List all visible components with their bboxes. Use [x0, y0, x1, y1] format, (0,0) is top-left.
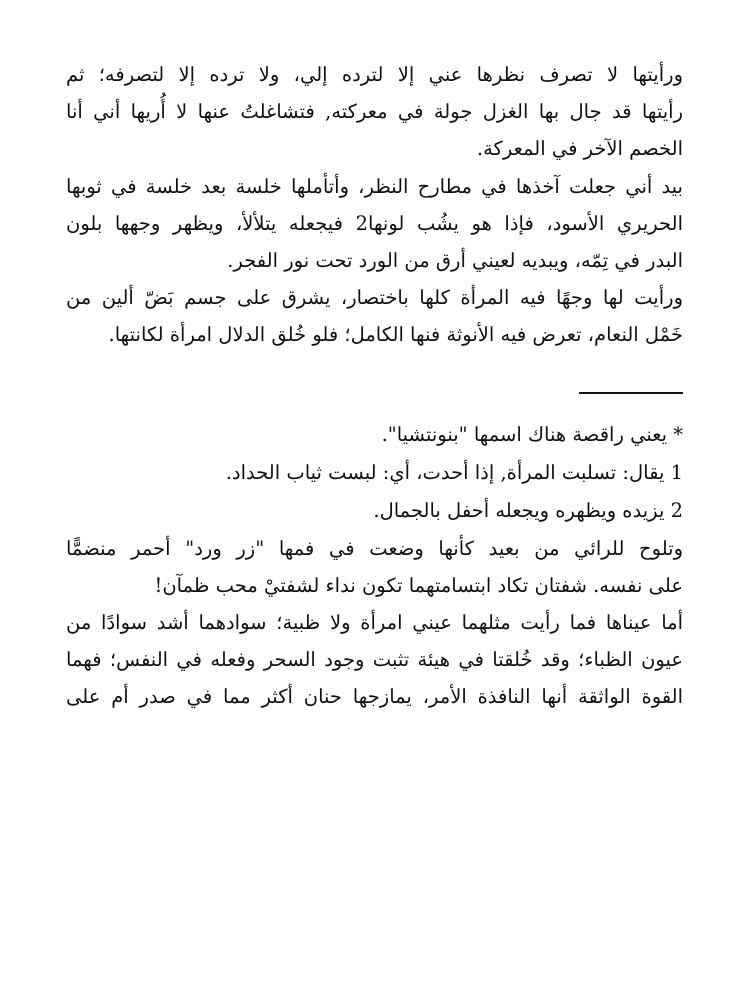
- continuation-text: [66, 530, 683, 716]
- footnotes: [66, 416, 683, 530]
- text-line: ورأيت لها وجهًا فيه المرأة كلها باختصار، يشرق على جسم بَضّ ألين من: [66, 286, 683, 310]
- footnote: * يعني راقصة هناك اسمها "بنونتشيا".: [381, 422, 683, 446]
- text-line: ورأيتها لا تصرف نظرها عني إلا لترده إلي، ولا ترده إلا لتصرفه؛ ثم: [66, 63, 683, 86]
- text-line: على نفسه. شفتان تكاد ابتسامتهما تكون نداء لشفتيْ محب ظمآن!: [154, 573, 683, 597]
- text-line: خَمْل النعام، تعرض فيه الأنوثة فنها الكامل؛ فلو خُلق الدلال امرأة لكانتها.: [108, 323, 683, 347]
- text-line: أما عيناها فما رأيت مثلهما عيني امرأة ولا ظبية؛ سوادهما أشد سوادًا من: [66, 611, 683, 635]
- footnote: 1 يقال: تسلبت المرأة, إذا أحدت، أي: لبست ثياب الحداد.: [225, 460, 683, 484]
- footnote-separator: [579, 392, 683, 394]
- text-line: الخصم الآخر في المعركة.: [476, 137, 683, 161]
- text-line: البدر في تِمّه، ويبديه لعيني أرق من الورد تحت نور الفجر.: [227, 249, 683, 273]
- text-line: رأيتها قد جال بها الغزل جولة في معركته, فتشاغلتُ عنها لا أُريها أني أنا: [66, 100, 683, 124]
- text-line: عيون الظباء؛ وقد خُلقتا في هيئة تثبت وجود السحر وفعله في النفس؛ فهما: [66, 648, 683, 672]
- text-line: القوة الواثقة أنها النافذة الأمر، يمازجها حنان أكثر مما في صدر أم على: [66, 685, 683, 709]
- text-line: بيد أني جعلت آخذها في مطارح النظر، وأتأملها خلسة بعد خلسة في ثوبها: [66, 174, 683, 198]
- text-line: الحريري الأسود، فإذا هو يشُب لونها2 فيجعله يتلألأ، ويظهر وجهها بلون: [66, 211, 683, 235]
- main-text: [66, 56, 683, 354]
- footnote: 2 يزيده ويظهره ويجعله أحفل بالجمال.: [373, 498, 683, 522]
- text-line: وتلوح للرائي من بعيد كأنها وضعت في فمها "زر ورد" أحمر منضمًّا: [66, 536, 683, 560]
